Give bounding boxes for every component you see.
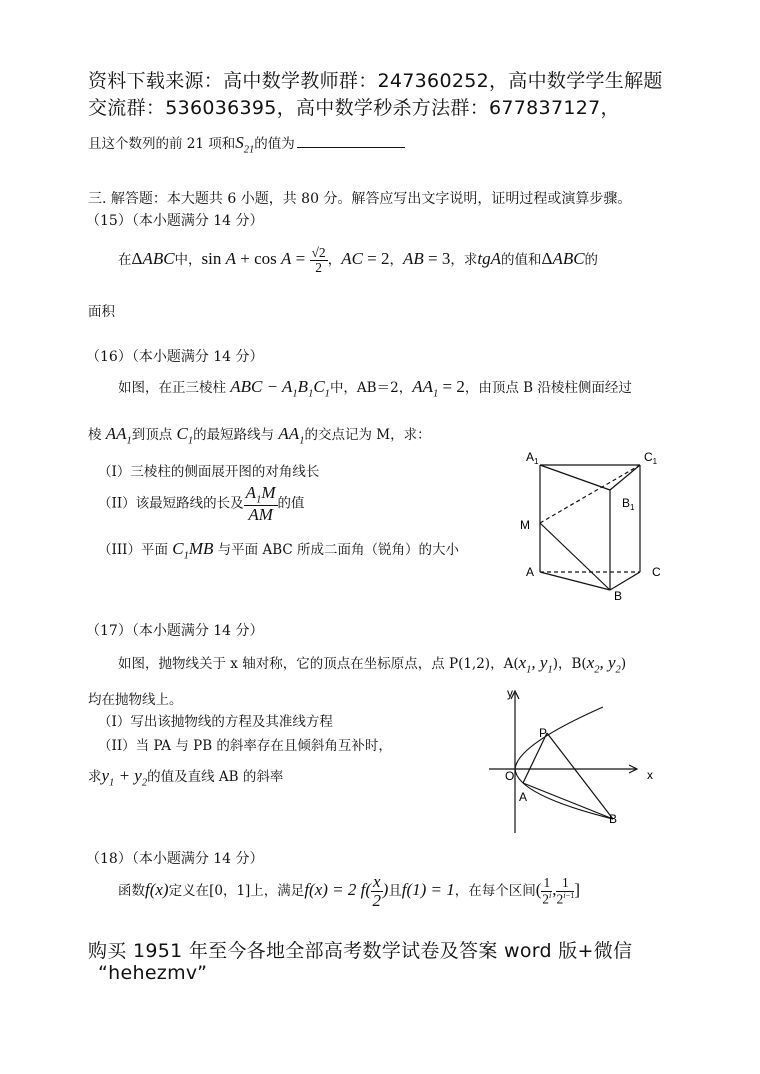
q15-p2: 中， bbox=[174, 252, 202, 269]
q16-s6: 的最短路线与 bbox=[193, 427, 275, 443]
label-b: B bbox=[609, 812, 618, 826]
q16-statement-1 bbox=[118, 376, 632, 399]
q15-p6: 的值和 bbox=[501, 252, 542, 269]
label-m: M bbox=[520, 518, 530, 532]
q16-i3a: （III）平面 bbox=[98, 542, 168, 558]
q15-statement bbox=[118, 246, 598, 275]
edge-b1c1 bbox=[610, 465, 640, 490]
path-mb bbox=[540, 523, 610, 590]
label-a: A bbox=[526, 565, 535, 579]
q15-p3: ， bbox=[327, 252, 342, 269]
f1-eq: f(1) = 1 bbox=[401, 879, 455, 899]
q15-p7: 的 bbox=[584, 252, 599, 269]
ab-val: = 3 bbox=[423, 249, 451, 269]
label-x: x bbox=[647, 768, 653, 782]
fx-eq-close: ) bbox=[382, 879, 389, 899]
interval-close: ] bbox=[574, 879, 581, 899]
q18-statement bbox=[118, 873, 580, 910]
label-a: A bbox=[519, 790, 528, 804]
answer-blank bbox=[297, 146, 405, 148]
tga: tgA bbox=[477, 249, 501, 269]
q15-p4: ， bbox=[389, 252, 404, 269]
q18-s2: 定义在[0，1]上，满足 bbox=[168, 882, 305, 899]
footer-line-2: “hehezmv” bbox=[98, 962, 208, 984]
sqrt2-over-2: $\frac{√2}{2}$ bbox=[311, 245, 326, 276]
q17-s2: )，B( bbox=[552, 656, 587, 672]
triangle-abc-2: ΔABC bbox=[541, 249, 585, 269]
segment-pa bbox=[523, 733, 547, 783]
footer-line-1: 购买 1951 年至今各地全部高考数学试卷及答案 word 版+微信 bbox=[88, 940, 633, 962]
q16-s3: ，由顶点 B 沿棱柱侧面经过 bbox=[464, 380, 632, 396]
q17-label: （17）（本小题满分 14 分） bbox=[86, 623, 264, 639]
one-over-2i-1: $\frac{1}{2^{i-1}}$ bbox=[556, 875, 575, 907]
x1y1: $x_1$, $y_1$ bbox=[518, 653, 553, 676]
c1mb: $C_1MB$ bbox=[168, 539, 218, 562]
q16-label: （16）（本小题满分 14 分） bbox=[86, 349, 264, 365]
label-c1: $C_1$ bbox=[644, 450, 658, 466]
q17-item-2: （II）当 PA 与 PB 的斜率存在且倾斜角互补时， bbox=[98, 738, 392, 754]
triangle-abc: ΔABC bbox=[131, 249, 175, 269]
q17-statement-2: 均在抛物线上。 bbox=[88, 692, 183, 708]
q17-i3a: 求 bbox=[88, 769, 102, 785]
q18-s1: 函数 bbox=[118, 882, 145, 899]
q17-s1: 如图，抛物线关于 x 轴对称，它的顶点在坐标原点，点 P(1,2)，A( bbox=[118, 656, 519, 672]
ab-eq: AB bbox=[403, 249, 424, 269]
q16-s2: 中，AB＝2， bbox=[329, 380, 413, 396]
q16-statement-2 bbox=[88, 423, 431, 446]
q16-s4: 棱 bbox=[88, 427, 102, 443]
section-3-heading: 三. 解答题：本大题共 6 小题，共 80 分。解答应写出文字说明，证明过程或演算步骤。 bbox=[88, 191, 632, 207]
sin-cos-expr: sin A + cos A = bbox=[201, 249, 310, 269]
label-o: O bbox=[505, 769, 515, 783]
q16-i2a: （II）该最短路线的长及 bbox=[98, 495, 244, 512]
s21-symbol: $S_{21}$ bbox=[235, 133, 255, 156]
x-over-2: $\frac{x}{2}$ bbox=[372, 872, 382, 910]
c1: $C_1$ bbox=[172, 424, 194, 447]
q15-p1: 在 bbox=[118, 252, 132, 269]
label-b: B bbox=[614, 589, 623, 603]
q16-s7: 的交点记为 M，求： bbox=[304, 427, 431, 443]
ac-val: = 2 bbox=[362, 249, 390, 269]
q14-tail bbox=[88, 132, 405, 155]
q16-s1: 如图，在正三棱柱 bbox=[118, 380, 226, 396]
q17-s3: ) bbox=[620, 656, 627, 672]
q17-item-3 bbox=[88, 765, 283, 788]
label-b1: $B_1$ bbox=[622, 496, 635, 512]
q15-label: （15）（本小题满分 14 分） bbox=[86, 213, 264, 229]
header-line-1: 资料下载来源：高中数学教师群：247360252，高中数学学生解题 bbox=[88, 70, 663, 92]
q16-s5: 到顶点 bbox=[131, 427, 173, 443]
fx: f(x) bbox=[145, 879, 169, 899]
q16-item-2 bbox=[98, 484, 305, 524]
q17-i3b: 的值及直线 AB 的斜率 bbox=[147, 769, 284, 785]
q15-area: 面积 bbox=[88, 304, 115, 320]
interval-open: ( bbox=[535, 879, 542, 899]
x2y2: $x_2$, $y_2$ bbox=[586, 653, 621, 676]
parabola-curve bbox=[515, 707, 613, 819]
aa1-b: $AA_1$ bbox=[101, 424, 132, 447]
a1m-over-am: $\frac{A_1M}{AM}$ bbox=[245, 483, 276, 525]
prism-name: ABC − $A_1B_1C_1$ bbox=[226, 377, 330, 400]
edge-ab bbox=[540, 572, 610, 590]
q14-text-a: 且这个数列的前 21 项和 bbox=[88, 136, 236, 152]
aa1-val: = 2 bbox=[438, 377, 465, 396]
q17-statement bbox=[118, 652, 626, 675]
q18-label: （18）（本小题满分 14 分） bbox=[86, 851, 264, 867]
q16-i2b: 的值 bbox=[277, 495, 305, 512]
edge-a1b1 bbox=[540, 465, 610, 490]
aa1: $AA_1$ bbox=[412, 377, 439, 400]
q16-i3b: 与平面 ABC 所成二面角（锐角）的大小 bbox=[217, 542, 459, 558]
label-c: C bbox=[652, 565, 661, 579]
parabola-figure bbox=[485, 685, 665, 835]
one-over-2i: $\frac{1}{2^i}$ bbox=[542, 875, 552, 907]
edge-bc bbox=[610, 572, 640, 590]
y1-plus-y2: $y_1 + y_2$ bbox=[101, 766, 148, 789]
q18-s3: 且 bbox=[388, 882, 402, 899]
header-line-2: 交流群：536036395，高中数学秒杀方法群：677837127， bbox=[88, 97, 620, 119]
label-p: P bbox=[539, 726, 548, 740]
path-mc1-hidden bbox=[540, 465, 640, 523]
q15-p5: ，求 bbox=[450, 252, 478, 269]
label-a1: $A_1$ bbox=[526, 450, 539, 466]
ac-eq: AC bbox=[341, 249, 363, 269]
q14-text-b: 的值为 bbox=[254, 136, 295, 152]
fx-eq: f(x) = 2 f( bbox=[304, 879, 372, 899]
prism-figure bbox=[510, 445, 680, 605]
q17-item-1: （I）写出该抛物线的方程及其准线方程 bbox=[98, 714, 333, 730]
q18-s4: ，在每个区间 bbox=[454, 882, 536, 899]
aa1-c: $AA_1$ bbox=[274, 424, 305, 447]
q16-item-3 bbox=[98, 538, 459, 561]
interval-comma: , bbox=[552, 879, 557, 899]
label-y: y bbox=[507, 686, 513, 700]
q16-item-1: （I）三棱柱的侧面展开图的对角线长 bbox=[98, 464, 320, 480]
